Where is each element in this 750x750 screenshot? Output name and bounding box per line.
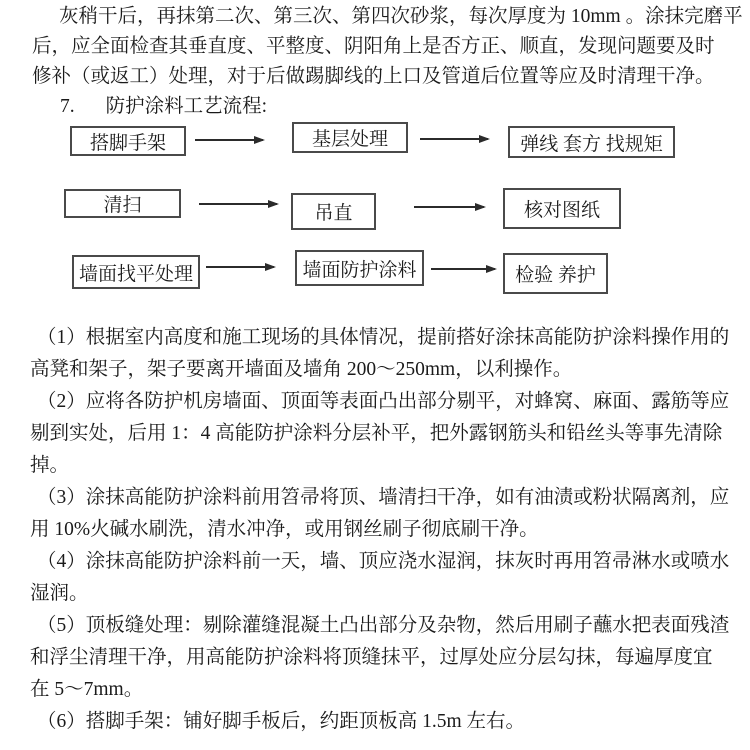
step-wall-protective-coating: 墙面防护涂料	[295, 250, 424, 286]
step-cleaning: 清扫	[64, 189, 181, 218]
step-base-treatment: 基层处理	[292, 122, 408, 153]
paragraph-line: （3）涂抹高能防护涂料前用笤帚将顶、墙清扫干净，如有油渍或粉状隔离剂，应	[37, 487, 730, 508]
paragraph-line: 高凳和架子，架子要离开墙面及墙角 200～250mm，以利操作。	[30, 359, 573, 380]
paragraph-line: （1）根据室内高度和施工现场的具体情况，提前搭好涂抹高能防护涂料操作用的	[37, 327, 730, 348]
paragraph-line: 和浮尘清理干净，用高能防护涂料将顶缝抹平，过厚处应分层勾抹，每遍厚度宜	[30, 647, 713, 668]
step-scaffold: 搭脚手架	[70, 126, 186, 156]
step-check-drawings: 核对图纸	[503, 188, 621, 229]
flow-arrow	[206, 266, 274, 268]
paragraph-line: 掉。	[30, 455, 70, 476]
paragraph-line: （2）应将各防护机房墙面、顶面等表面凸出部分剔平，对蜂窝、麻面、露筋等应	[37, 391, 730, 412]
flow-arrow	[195, 139, 263, 141]
intro-line: 修补（或返工）处理，对于后做踢脚线的上口及管道后位置等应及时清理干净。	[32, 66, 715, 87]
paragraph-line: 湿润。	[30, 583, 89, 604]
step-inspection-curing: 检验 养护	[503, 253, 608, 294]
paragraph-line: 剔到实处，后用 1：4 高能防护涂料分层补平，把外露钢筋头和铅丝头等事先清除	[30, 423, 723, 444]
step-snap-lines: 弹线 套方 找规矩	[508, 126, 675, 158]
section-number: 7.	[60, 96, 75, 117]
intro-paragraph	[32, 2, 743, 92]
intro-line: 后，应全面检查其垂直度、平整度、阴阳角上是否方正、顺直，发现问题要及时	[32, 36, 715, 57]
step-wall-leveling: 墙面找平处理	[72, 255, 200, 289]
paragraph-line: （6）搭脚手架：铺好脚手板后，约距顶板高 1.5m 左右。	[37, 711, 526, 732]
flow-arrow	[431, 268, 495, 270]
body-paragraphs	[30, 322, 730, 738]
flow-arrow	[414, 206, 484, 208]
section-heading	[60, 92, 267, 122]
section-title: 防护涂料工艺流程:	[105, 96, 268, 117]
paragraph-line: 在 5～7mm。	[30, 679, 144, 700]
intro-line: 灰稍干后，再抹第二次、第三次、第四次砂浆，每次厚度为 10mm 。涂抹完磨平	[59, 6, 743, 27]
paragraph-line: 用 10%火碱水刷洗，清水冲净，或用钢丝刷子彻底刷干净。	[30, 519, 539, 540]
paragraph-line: （4）涂抹高能防护涂料前一天，墙、顶应浇水湿润，抹灰时再用笤帚淋水或喷水	[37, 551, 730, 572]
paragraph-line: （5）顶板缝处理：剔除灌缝混凝土凸出部分及杂物，然后用刷子蘸水把表面残渣	[37, 615, 730, 636]
flow-arrow	[199, 203, 277, 205]
step-plumb: 吊直	[291, 193, 376, 230]
flow-arrow	[420, 138, 488, 140]
